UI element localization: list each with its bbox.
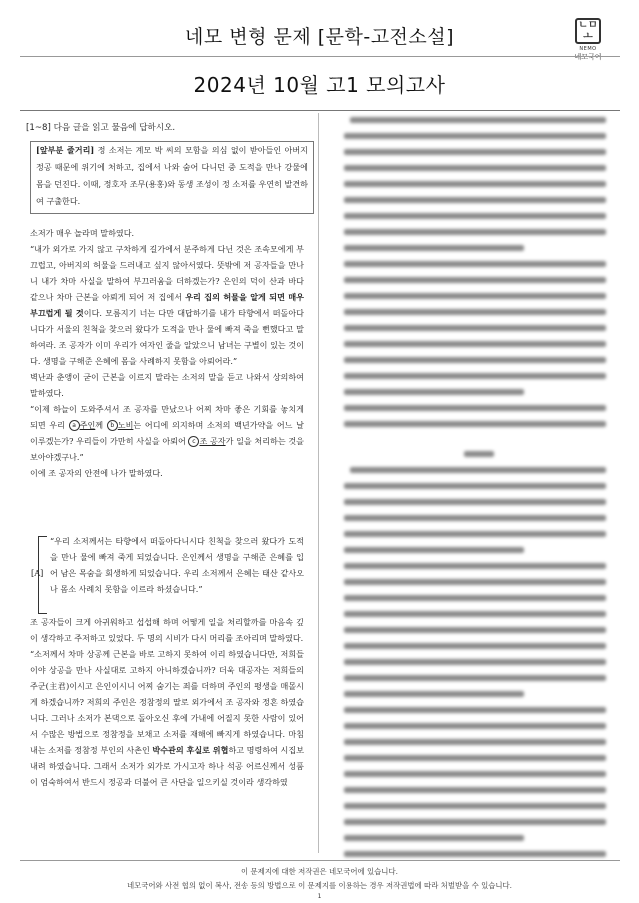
blurred-text-line [344, 277, 606, 283]
passage-p3: 벽난과 춘앵이 굳이 근본을 이르지 말라는 소저의 말을 듣고 나와서 상의하여 말하였다. [30, 372, 304, 398]
blurred-text-line [344, 803, 606, 809]
marker-a: a [69, 420, 80, 431]
blurred-text-line [344, 309, 606, 315]
divider-top [20, 56, 620, 57]
passage-part-1 [30, 225, 304, 481]
blurred-text-line [344, 245, 524, 251]
blurred-text-line [344, 515, 606, 521]
passage-p4: “이제 하늘이 도와주셔서 조 공자를 만났으나 어찌 차마 좋은 기회를 놓치게 되면 우리 a 주인께 b 노비는 어디에 의지하며 소저의 백년가약을 어느 날 이루겠는가? 우리들이 가만히 사실을 아뢰어 c 조 공자가 일을 처리하는 것을 보아야겠구나.” [30, 404, 304, 462]
blurred-text-line [344, 563, 606, 569]
blurred-text-line [344, 675, 606, 681]
blurred-text-line [344, 723, 606, 729]
blurred-column [344, 115, 614, 850]
footer-copyright: 이 문제지에 대한 저작권은 네모국어에 있습니다. [241, 867, 398, 876]
blurred-text-line [344, 165, 606, 171]
blurred-text-line [344, 499, 606, 505]
marker-b: b [107, 420, 118, 431]
page-title: 네모 변형 문제 [문학-고전소설] [184, 26, 455, 48]
blurred-text-line [344, 835, 524, 841]
bold-phrase-2: 박수관의 후실로 위협 [152, 745, 229, 755]
blurred-text-line [344, 547, 524, 553]
blurred-text-line [344, 611, 606, 617]
column-divider [318, 113, 319, 853]
blurred-text-line [344, 691, 524, 697]
blurred-text-line [344, 851, 606, 857]
divider-footer [20, 860, 620, 861]
page-subtitle: 2024년 10월 고1 모의고사 [193, 73, 446, 97]
passage-p1: 소저가 매우 놀라며 말하였다. [30, 228, 135, 238]
blurred-text-line [344, 787, 606, 793]
blurred-text-line [350, 117, 606, 123]
passage-p2: “내가 외가로 가지 않고 구차하게 길가에서 분주하게 다닌 것은 조속모에게 부끄럽고, 아버지의 허물을 드러내고 싶지 않아서였다. 뜻밖에 저 공자들을 만나니 내가 차마 사실을 말하여 부끄러움을 더하겠는가? 은인의 덕이 산과 바다 같으나 차마 근본을 아뢰게 되어 저 집에서 우리 집의 허물을 알게 되면 매우 부끄럽게 될 것이다. 모름지기 너는 다만 대답하기를 내가 타향에서 떠돌아다니다가 서울의 친척을 찾으러 왔다가 도적을 만나 물에 빠져 죽을 뻔했다고 말하여라. 조 공자가 이미 우리가 여자인 줄을 알았으니 남녀는 구별이 있는 것이다. 생명을 구해준 은혜에 몸을 사례하지 못함을 아뢰어라.” [30, 244, 304, 366]
underlined-b: 노비 [117, 420, 134, 430]
summary-label: [앞부분 줄거리] [36, 145, 95, 155]
blurred-text-line [344, 531, 606, 537]
blurred-text-line [344, 421, 606, 427]
blurred-text-line [344, 707, 606, 713]
logo-mark-icon: ㄴㅁ ㅗ [575, 18, 601, 44]
blurred-text-line [344, 325, 606, 331]
bracket-label-a: [A] [31, 568, 44, 578]
divider-header [20, 110, 620, 111]
underlined-a: 주인 [79, 420, 96, 430]
marker-c: c [188, 436, 199, 447]
blurred-text-line [344, 755, 606, 761]
blurred-text-line [344, 213, 606, 219]
passage-p7: “소저께서 차마 상공께 근본을 바로 고하지 못하여 이리 하였습니다만, 저희들이야 상공을 만나 사실대로 고하지 아니하겠습니까? 더욱 대공자는 저희들의 주군(主君)이시고 은인이시니 어찌 숨기는 죄를 더하며 주인의 평생을 매몰시게 하겠습니까? 저희의 주인은 정참정의 딸로 외가에서 조 공자와 정혼 하였습니다. 그러나 소저가 본댁으로 돌아오신 후에 가내에 어질지 못한 사람이 있어서 수많은 방법으로 정참정을 보채고 소저를 재해에 빠지게 하였습니다. 마침내는 소저를 정참정 부인의 사촌인 박수관의 후실로 위협하고 명령하여 시집보내려 하였습니다. 그래서 소저가 외가로 가시고자 하나 석공 어르신께서 성품이 엄숙하여서 반드시 정공과 더불어 큰 사단을 일으키실 것이라 생각하였 [30, 649, 304, 787]
blurred-text-line [344, 229, 606, 235]
blurred-text-line [344, 293, 606, 299]
summary-text [36, 142, 308, 210]
blurred-text-line [350, 467, 606, 473]
passage-part-2 [30, 614, 304, 790]
blurred-text-line [344, 771, 606, 777]
blurred-text-line [344, 405, 606, 411]
footer-warning: 네모국어와 사전 협의 없이 복사, 전송 등의 방법으로 이 문제지를 이용하는 경우 저작권법에 따라 처벌받을 수 있습니다. [127, 881, 512, 890]
blurred-text-line [344, 627, 606, 633]
blurred-text-line [344, 643, 606, 649]
blurred-text-line [344, 341, 606, 347]
blurred-text-line [464, 451, 494, 457]
blurred-text-line [344, 659, 606, 665]
passage-p5: 이에 조 공자의 안전에 나가 말하였다. [30, 468, 163, 478]
blurred-text-line [344, 181, 606, 187]
blurred-text-line [344, 739, 606, 745]
blurred-text-line [344, 483, 606, 489]
blurred-text-line [344, 819, 606, 825]
blurred-text-line [344, 357, 606, 363]
instruction: [1~8] 다음 글을 읽고 물음에 답하시오. [26, 123, 176, 133]
underlined-c: 조 공자 [199, 436, 226, 446]
blurred-text-line [344, 261, 606, 267]
blurred-text-line [344, 579, 606, 585]
blurred-text-line [344, 373, 606, 379]
blurred-text-line [344, 133, 606, 139]
block-a-text: “우리 소저께서는 타향에서 떠돌아다니시다 친척을 찾으러 왔다가 도적을 만나 물에 빠져 죽게 되었습니다. 은인께서 생명을 구해준 은혜를 입어 남은 목숨을 회생하게 되었습니다. 우리 소저께서 은혜는 태산 같사오나 몸소 사례치 못함을 이르라 하셨습니다.” [50, 536, 304, 594]
passage-p6: 조 공자들이 크게 아귀워하고 섭섭해 하며 어떻게 일을 처리할까를 마음속 깊이 생각하고 주저하고 있었다. 두 명의 시비가 다시 머리를 조아리며 말하였다. [30, 617, 304, 643]
logo-ko: 네모국어 [574, 53, 602, 61]
page-number: 1 [317, 893, 322, 900]
summary-body: 정 소저는 계모 박 씨의 모함을 의심 없이 받아들인 아버지 정공 때문에 위기에 처하고, 집에서 나와 숨어 다니던 중 도적을 만나 강물에 몸을 던진다. 이때, 정호자 조무(용홍)와 동생 조성이 정 소저를 우연히 발견하여 구출한다. [36, 145, 308, 206]
bold-phrase: 우리 집의 허물을 알게 되면 매우 부끄럽게 될 것 [30, 292, 304, 318]
blurred-text-line [344, 197, 606, 203]
blurred-text-line [344, 595, 606, 601]
blurred-text-line [344, 389, 524, 395]
blurred-text-line [344, 149, 606, 155]
logo-en: NEMO [579, 46, 597, 52]
